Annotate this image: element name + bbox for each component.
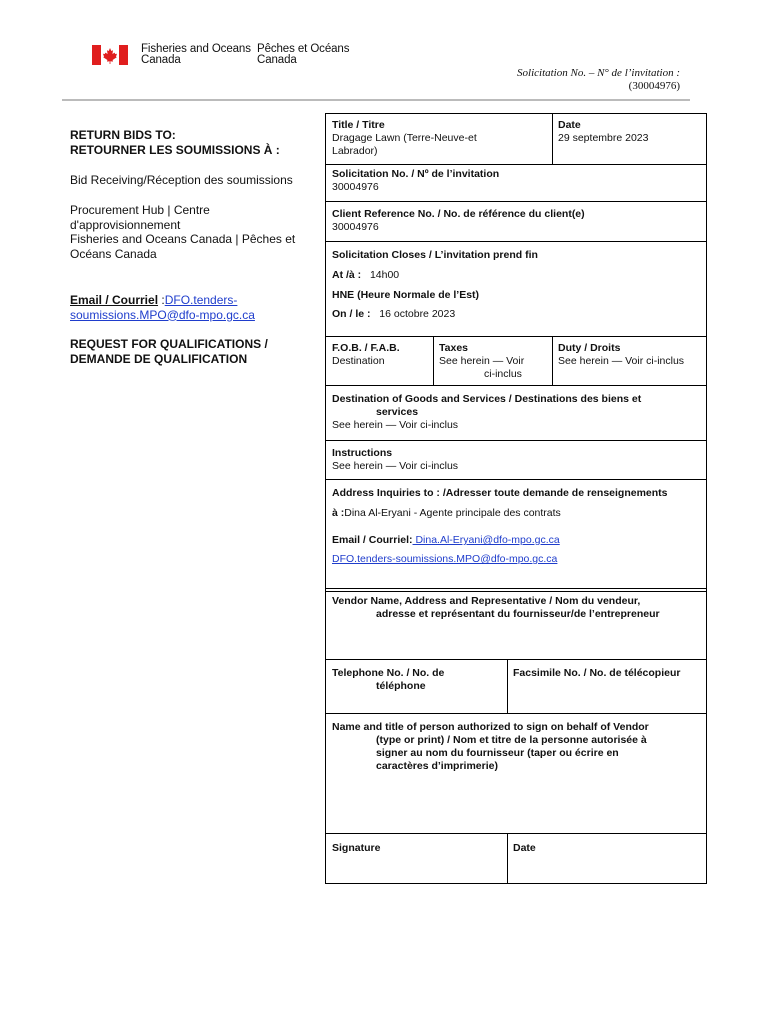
- instr-label: Instructions: [332, 447, 393, 459]
- sign-label-line1: Name and title of person authorized to sign on behalf of Vendor: [332, 721, 649, 733]
- fax-label: Facsimile No. / No. de télécopieur: [513, 667, 681, 679]
- inquiries-label: Address Inquiries to : /Adresser toute demande de renseignements: [332, 487, 668, 499]
- date-label: Date: [558, 119, 581, 131]
- client-ref-cell: [332, 208, 585, 234]
- divider: [326, 833, 706, 834]
- taxes-value-line2: ci-inclus: [484, 368, 522, 380]
- instr-value: See herein — Voir ci-inclus: [332, 460, 459, 472]
- sol-value: 30004976: [332, 181, 379, 193]
- divider: [326, 659, 706, 660]
- inq-email-link-2[interactable]: DFO.tenders-soumissions.MPO@dfo-mpo.gc.ca: [332, 553, 558, 565]
- divider: [326, 336, 706, 337]
- title-value-line1: Dragage Lawn (Terre-Neuve-et: [332, 132, 477, 144]
- return-bids-heading: [70, 128, 315, 157]
- signature-cell: [332, 842, 380, 855]
- vendor-name-cell: [332, 595, 660, 621]
- rfq-heading: [70, 337, 315, 366]
- signature-date-divider: [507, 833, 508, 883]
- dept-fr-line2: Canada: [257, 54, 297, 66]
- solicitation-form-box: [325, 113, 707, 592]
- inquiries-a-value: Dina Al-Eryani - Agente principale des contrats: [344, 507, 561, 519]
- divider: [326, 440, 706, 441]
- inquiries-a-prefix: à :: [332, 507, 345, 519]
- sol-label: Solicitation No. / Nº de l’invitation: [332, 168, 500, 180]
- rfq-line2: DEMANDE DE QUALIFICATION: [70, 351, 248, 366]
- date-cell: [558, 119, 648, 145]
- instructions-cell: [332, 447, 458, 473]
- inq-email-link-1[interactable]: Dina.Al-Eryani@dfo-mpo.gc.ca: [412, 534, 560, 546]
- closes-label: Solicitation Closes / L’invitation prend fin: [332, 249, 538, 261]
- destination-cell: [332, 393, 641, 432]
- return-bids-line1: RETURN BIDS TO:: [70, 128, 176, 142]
- divider: [326, 713, 706, 714]
- sign-label-line4: caractères d’imprimerie): [376, 760, 498, 772]
- dept-fr-line1: Pêches et Océans: [257, 43, 350, 55]
- address-line2: d'approvisionnement: [70, 217, 181, 232]
- tel-label-line2: téléphone: [376, 680, 426, 692]
- vendor-form-box: [325, 588, 707, 884]
- vendor-date-label: Date: [513, 842, 536, 854]
- vendor-date-cell: [513, 842, 536, 855]
- tel-label-line1: Telephone No. / No. de: [332, 667, 445, 679]
- duty-cell: [558, 342, 684, 368]
- on-value: 16 octobre 2023: [379, 308, 456, 320]
- address-line3: Fisheries and Oceans Canada | Pêches et: [70, 232, 296, 246]
- divider: [326, 164, 706, 165]
- address-line1: Procurement Hub | Centre: [70, 203, 210, 217]
- bid-receiving: Bid Receiving/Réception des soumissions: [70, 173, 293, 187]
- email-label: Email / Courriel: [70, 293, 159, 307]
- dest-label-line1: Destination of Goods and Services / Destinations des biens et: [332, 393, 642, 405]
- divider: [326, 201, 706, 202]
- solicitation-number-header: [380, 67, 680, 93]
- fob-taxes-divider: [433, 336, 434, 385]
- taxes-value-line1: See herein — Voir: [439, 355, 525, 367]
- divider: [326, 385, 706, 386]
- title-date-divider: [552, 114, 553, 164]
- client-ref-value: 30004976: [332, 221, 379, 233]
- header-divider: [62, 99, 690, 101]
- title-value-line2: Labrador): [332, 145, 378, 157]
- signature-label: Signature: [332, 842, 381, 854]
- duty-label: Duty / Droits: [558, 342, 621, 354]
- taxes-duty-divider: [552, 336, 553, 385]
- email-link-line1[interactable]: DFO.tenders-: [164, 293, 238, 307]
- on-label: On / le :: [332, 308, 371, 320]
- solicitation-number: (30004976): [628, 80, 680, 92]
- telephone-cell: [332, 667, 444, 693]
- department-name-fr: [257, 44, 349, 66]
- taxes-label: Taxes: [439, 342, 468, 354]
- solicitation-label: Solicitation No. – N° de l’invitation :: [517, 67, 680, 79]
- return-bids-line2: RETOURNER LES SOUMISSIONS À :: [70, 142, 280, 157]
- dest-value: See herein — Voir ci-inclus: [332, 419, 459, 431]
- vendor-name-label-line2: adresse et représentant du fournisseur/de l’entrepreneur: [376, 608, 660, 620]
- hne-label: HNE (Heure Normale de l’Est): [332, 289, 480, 301]
- taxes-cell: [439, 342, 549, 381]
- email-block: [70, 293, 315, 322]
- at-label: At /à :: [332, 269, 362, 281]
- fob-cell: [332, 342, 400, 368]
- client-ref-label: Client Reference No. / No. de référence du client(e): [332, 208, 585, 220]
- duty-value: See herein — Voir ci-inclus: [558, 355, 685, 367]
- fob-value: Destination: [332, 355, 385, 367]
- email-sep: :: [158, 293, 165, 307]
- divider: [326, 241, 706, 242]
- sign-label-line2: (type or print) / Nom et titre de la personne autorisée à: [376, 734, 647, 746]
- fob-label: F.O.B. / F.A.B.: [332, 342, 400, 354]
- date-value: 29 septembre 2023: [558, 132, 649, 144]
- title-cell: [332, 119, 547, 158]
- solicitation-no-cell: [332, 168, 499, 194]
- inquiries-cell: [332, 487, 704, 566]
- facsimile-cell: [513, 667, 680, 680]
- dept-en-line2: Canada: [141, 54, 181, 66]
- vendor-name-label-line1: Vendor Name, Address and Representative / Nom du vendeur,: [332, 595, 641, 607]
- at-value: 14h00: [369, 269, 400, 281]
- rfq-line1: REQUEST FOR QUALIFICATIONS /: [70, 337, 268, 351]
- sign-label-line3: signer au nom du fournisseur (taper ou écrire en: [376, 747, 619, 759]
- address-line4: Océans Canada: [70, 246, 157, 261]
- inq-email-label: Email / Courriel:: [332, 534, 413, 546]
- dept-en-line1: Fisheries and Oceans: [141, 43, 251, 55]
- procurement-address: [70, 203, 315, 261]
- divider: [326, 479, 706, 480]
- tel-fax-divider: [507, 659, 508, 713]
- email-link-line2[interactable]: soumissions.MPO@dfo-mpo.gc.ca: [70, 307, 255, 322]
- closes-cell: [332, 249, 538, 321]
- dest-label-line2: services: [376, 406, 419, 418]
- authorized-signer-cell: [332, 721, 702, 773]
- canada-flag-icon: [92, 45, 128, 65]
- title-label: Title / Titre: [332, 119, 385, 131]
- department-name-en: [141, 44, 251, 66]
